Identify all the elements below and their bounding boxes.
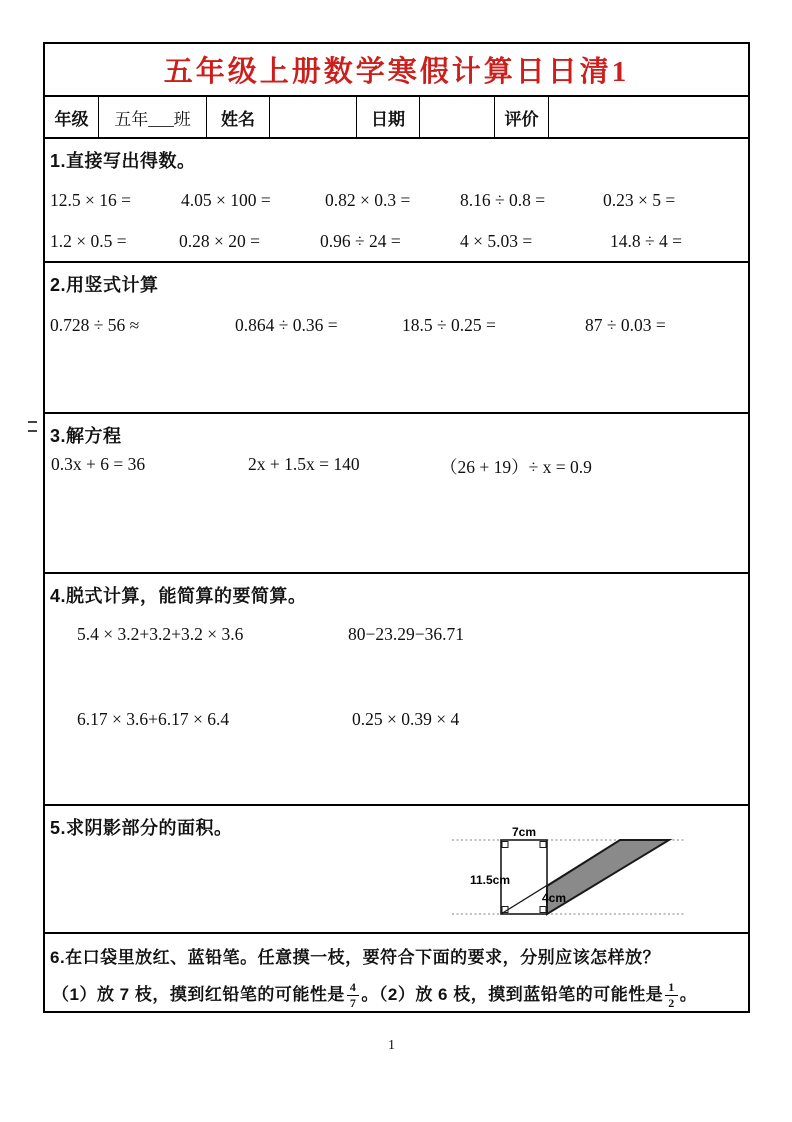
section-shaded-area xyxy=(45,804,748,932)
math-expression: 12.5 × 16 = xyxy=(50,190,131,210)
fraction-numerator: 4 xyxy=(347,981,360,996)
math-expression: 0.728 ÷ 56 ≈ xyxy=(50,315,140,335)
page-number: 1 xyxy=(388,1038,395,1053)
section-solve-equations xyxy=(45,412,748,572)
subquestion-2-text: 。（2）放 6 枝，摸到蓝铅笔的可能性是 xyxy=(361,985,664,1004)
section-3-heading: 3.解方程 xyxy=(50,426,122,446)
fraction-numerator: 1 xyxy=(665,981,678,996)
math-expression: 8.16 ÷ 0.8 = xyxy=(460,190,546,210)
math-expression: 4 × 5.03 = xyxy=(460,231,533,251)
section-6-question: 6.在口袋里放红、蓝铅笔。任意摸一枝，要符合下面的要求，分别应该怎样放？ xyxy=(50,948,661,967)
math-expression: 4.05 × 100 = xyxy=(181,190,271,210)
title-row xyxy=(45,44,748,95)
name-label: 姓名 xyxy=(207,97,270,137)
math-expression: 18.5 ÷ 0.25 = xyxy=(402,315,496,335)
name-input-cell[interactable] xyxy=(270,97,357,137)
math-expression: 0.25 × 0.39 × 4 xyxy=(352,709,460,729)
section-5-heading: 5.求阴影部分的面积。 xyxy=(50,818,233,838)
math-expression: 6.17 × 3.6+6.17 × 6.4 xyxy=(77,709,230,729)
math-expression: 80−23.29−36.71 xyxy=(348,624,464,644)
math-expression: 0.3x + 6 = 36 xyxy=(51,454,146,474)
math-expression: 2x + 1.5x = 140 xyxy=(248,454,360,474)
grade-label: 年级 xyxy=(45,97,99,137)
page-title: 五年级上册数学寒假计算日日清1 xyxy=(163,56,630,88)
math-expression: 0.864 ÷ 0.36 = xyxy=(235,315,338,335)
grade-value: 五年___班 xyxy=(99,97,207,137)
segment-length-label: 4cm xyxy=(542,891,567,905)
section-step-calculation xyxy=(45,572,748,804)
math-expression: 1.2 × 0.5 = xyxy=(50,231,127,251)
math-expression: 0.28 × 20 = xyxy=(179,231,260,251)
fraction xyxy=(347,981,360,1009)
rect-height-label: 11.5cm xyxy=(469,873,510,887)
date-label: 日期 xyxy=(357,97,420,137)
subquestion-1-text: （1）放 7 枝，摸到红铅笔的可能性是 xyxy=(52,985,345,1004)
math-expression: 14.8 ÷ 4 = xyxy=(610,231,682,251)
margin-artifact-mark xyxy=(28,421,37,432)
worksheet-table xyxy=(43,42,750,1013)
section-1-heading: 1.直接写出得数。 xyxy=(50,151,196,171)
fraction xyxy=(665,981,678,1009)
section-mental-calculation xyxy=(45,137,748,261)
section-column-calculation xyxy=(45,261,748,412)
section-probability xyxy=(45,932,748,1015)
math-expression: 87 ÷ 0.03 = xyxy=(585,315,666,335)
geometry-figure xyxy=(445,818,705,924)
section-6-subquestions xyxy=(52,980,697,1010)
math-expression: 0.23 × 5 = xyxy=(603,190,676,210)
sentence-period: 。 xyxy=(679,985,698,1004)
section-2-heading: 2.用竖式计算 xyxy=(50,275,159,295)
info-header-row xyxy=(45,95,748,137)
evaluation-input-cell[interactable] xyxy=(549,97,748,137)
fraction-denominator: 7 xyxy=(349,996,357,1010)
math-expression: （26 + 19）÷ x = 0.9 xyxy=(440,457,592,477)
date-input-cell[interactable] xyxy=(420,97,495,137)
math-expression: 0.82 × 0.3 = xyxy=(325,190,411,210)
evaluation-label: 评价 xyxy=(495,97,549,137)
math-expression: 0.96 ÷ 24 = xyxy=(320,231,401,251)
section-4-heading: 4.脱式计算，能简算的要简算。 xyxy=(50,586,307,606)
rect-width-label: 7cm xyxy=(511,825,537,839)
fraction-denominator: 2 xyxy=(668,996,675,1010)
math-expression: 5.4 × 3.2+3.2+3.2 × 3.6 xyxy=(77,624,244,644)
